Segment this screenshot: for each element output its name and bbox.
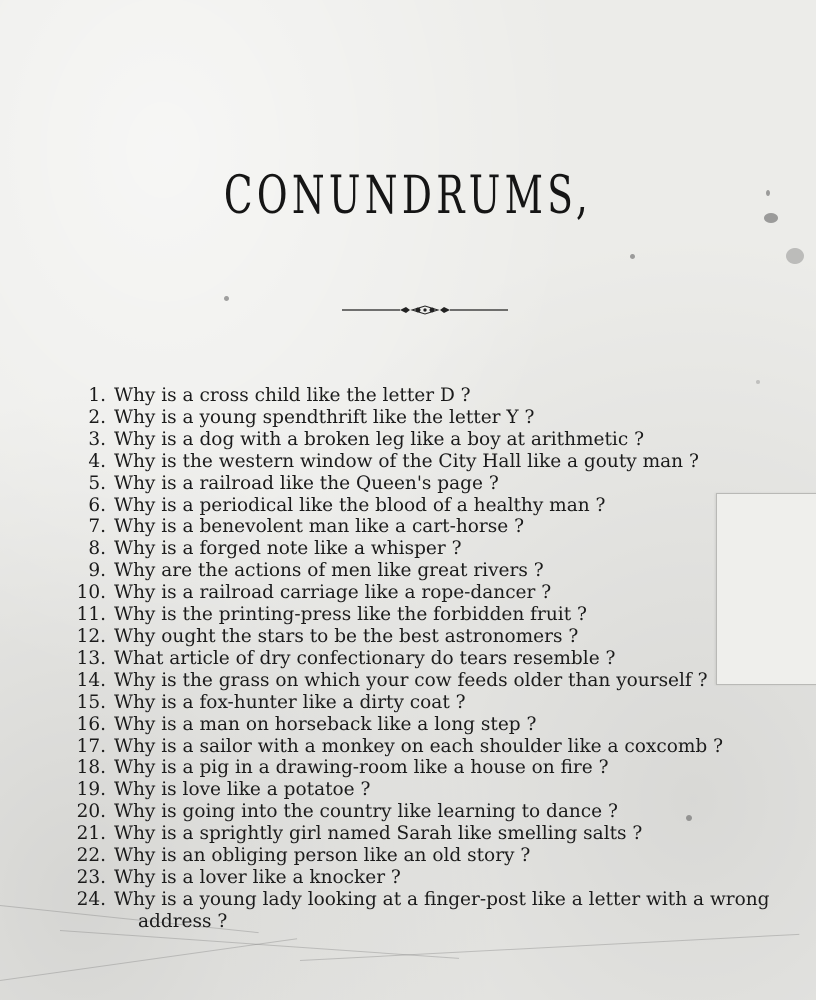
list-item (60, 648, 780, 670)
list-item (60, 604, 780, 626)
list-item (60, 867, 780, 889)
ink-stain (756, 380, 760, 384)
item-text: Why is a man on horseback like a long step ? (114, 713, 537, 735)
item-text: Why is the western window of the City Hall like a gouty man ? (114, 450, 699, 472)
list-item (60, 757, 780, 779)
item-text: Why is a railroad like the Queen's page ? (114, 472, 499, 494)
list-item (60, 407, 780, 429)
divider-ornament-icon (340, 300, 510, 320)
item-number: 1. (88, 385, 106, 406)
page-title: CONUNDRUMS, (223, 166, 593, 226)
item-number: 16. (76, 713, 106, 735)
list-item-continuation (60, 911, 780, 933)
paper-crease (0, 938, 297, 981)
list-item (60, 692, 780, 714)
item-number: 18. (76, 757, 106, 779)
conundrum-list (60, 385, 780, 933)
list-item (60, 670, 780, 692)
item-number: 6. (88, 494, 106, 516)
item-number: 21. (76, 823, 106, 845)
list-item (60, 714, 780, 736)
item-number: 5. (88, 472, 106, 494)
list-item (60, 845, 780, 867)
ink-stain (786, 248, 804, 264)
item-number: 12. (76, 625, 106, 647)
item-text: Why ought the stars to be the best astronomers ? (114, 625, 579, 647)
item-number: 20. (76, 801, 106, 823)
item-number: 23. (76, 866, 106, 888)
list-item (60, 801, 780, 823)
list-item (60, 779, 780, 801)
paper-crease (300, 934, 799, 961)
item-text: Why is a sprightly girl named Sarah like smelling salts ? (114, 823, 643, 845)
ink-stain (224, 296, 229, 301)
list-item (60, 385, 780, 407)
list-item (60, 736, 780, 758)
item-text: Why is a young lady looking at a finger-post like a letter with a wrong (114, 888, 770, 910)
ink-stain (630, 254, 635, 259)
list-item (60, 451, 780, 473)
item-text: Why are the actions of men like great rivers ? (114, 560, 544, 582)
ink-stain (766, 190, 770, 196)
item-text: What article of dry confectionary do tears resemble ? (114, 647, 616, 669)
item-text: Why is a benevolent man like a cart-horse ? (114, 516, 525, 538)
item-number: 4. (88, 450, 106, 472)
item-text: Why is a cross child like the letter D ? (114, 385, 471, 406)
item-number: 10. (76, 582, 106, 604)
item-number: 19. (76, 779, 106, 801)
item-number: 17. (76, 735, 106, 757)
item-text: Why is a periodical like the blood of a healthy man ? (114, 494, 606, 516)
item-number: 2. (88, 406, 106, 428)
list-item (60, 495, 780, 517)
list-item (60, 538, 780, 560)
item-text: Why is an obliging person like an old story ? (114, 845, 531, 867)
item-text: Why is a pig in a drawing-room like a house on fire ? (114, 757, 609, 779)
item-number: 15. (76, 691, 106, 713)
item-text-continuation: address ? (138, 910, 228, 932)
list-item (60, 473, 780, 495)
item-text: Why is a sailor with a monkey on each shoulder like a coxcomb ? (114, 735, 724, 757)
list-item (60, 516, 780, 538)
item-number: 11. (76, 604, 106, 626)
item-text: Why is a fox-hunter like a dirty coat ? (114, 691, 466, 713)
item-text: Why is the printing-press like the forbidden fruit ? (114, 604, 587, 626)
item-number: 24. (76, 888, 106, 910)
item-number: 22. (76, 845, 106, 867)
item-text: Why is a forged note like a whisper ? (114, 538, 462, 560)
item-text: Why is the grass on which your cow feeds older than yourself ? (114, 669, 708, 691)
item-text: Why is going into the country like learning to dance ? (114, 801, 618, 823)
item-text: Why is a young spendthrift like the letter Y ? (114, 406, 535, 428)
item-number: 3. (88, 428, 106, 450)
item-text: Why is a railroad carriage like a rope-dancer ? (114, 582, 552, 604)
item-text: Why is a lover like a knocker ? (114, 866, 401, 888)
item-text: Why is love like a potatoe ? (114, 779, 371, 801)
item-number: 13. (76, 647, 106, 669)
item-number: 14. (76, 669, 106, 691)
list-item (60, 429, 780, 451)
list-item (60, 626, 780, 648)
list-item (60, 889, 780, 911)
item-text: Why is a dog with a broken leg like a boy at arithmetic ? (114, 428, 645, 450)
ink-stain (764, 213, 778, 223)
list-item (60, 560, 780, 582)
item-number: 9. (88, 560, 106, 582)
item-number: 7. (88, 516, 106, 538)
item-number: 8. (88, 538, 106, 560)
list-item (60, 582, 780, 604)
list-item (60, 823, 780, 845)
